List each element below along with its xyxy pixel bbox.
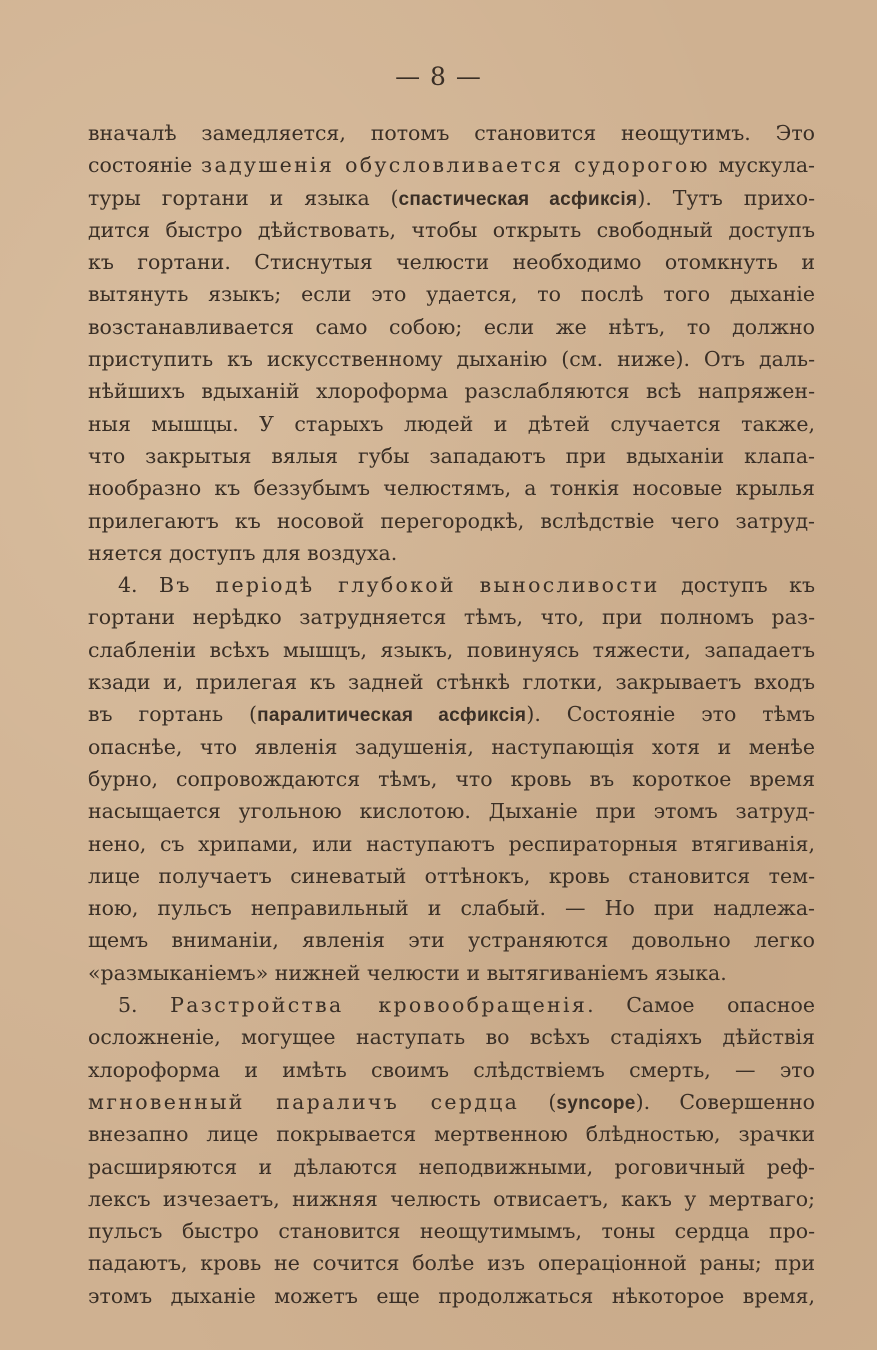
text-line <box>88 1086 815 1118</box>
text-segment: мускула- <box>709 153 815 178</box>
text-line <box>88 182 815 214</box>
text-line: нѣйшихъ вдыханiй хлороформа разслабляются всѣ напряжен- <box>88 379 815 404</box>
text-segment: . Самое опасное <box>587 993 815 1018</box>
text-line: нено, съ хрипами, или наступаютъ респираторныя втягиванiя, <box>88 831 815 856</box>
text-line <box>88 989 815 1021</box>
text-segment: состоянiе <box>88 153 201 178</box>
text-line <box>88 149 815 181</box>
text-line: гортани нерѣдко затрудняется тѣмъ, что, при полномъ раз- <box>88 605 815 630</box>
text-line: слабленiи всѣхъ мышцъ, языкъ, повинуясь тяжести, западаетъ <box>88 637 815 662</box>
text-line: внезапно лице покрывается мертвенною блѣдностью, зрачки <box>88 1122 815 1147</box>
text-line: прилегаютъ къ носовой перегородкѣ, вслѣдствiе чего затруд- <box>88 508 815 533</box>
text-segment: ( <box>519 1089 557 1114</box>
text-line <box>88 569 815 601</box>
text-line: нообразно къ беззубымъ челюстямъ, а тонкiя носовые крылья <box>88 476 815 501</box>
text-segment: туры гортани и языка ( <box>88 185 399 210</box>
text-line: бурно, сопровождаются тѣмъ, что кровь въ короткое время <box>88 766 815 791</box>
emphasized-term: паралитическая асфиксiя <box>257 705 527 727</box>
text-segment: ). Совершенно <box>635 1089 815 1114</box>
text-line: вытянуть языкъ; если это удается, то послѣ того дыханiе <box>88 282 815 307</box>
text-line: насыщается угольною кислотою. Дыханiе при этомъ затруд- <box>88 799 815 824</box>
text-line: ною, пульсъ неправильный и слабый. — Но при надлежа- <box>88 896 815 921</box>
text-line: «размыканiемъ» нижней челюсти и вытягиванiемъ языка. <box>88 960 727 985</box>
text-line: что закрытыя вялыя губы западаютъ при вдыханiи клапа- <box>88 443 815 468</box>
text-line: хлороформа и имѣть своимъ слѣдствiемъ смерть, — это <box>88 1057 815 1082</box>
text-line: къ гортани. Стиснутыя челюсти необходимо отомкнуть и <box>88 250 815 275</box>
body-text <box>88 117 815 1312</box>
text-segment: 4. <box>118 573 160 598</box>
text-line: кзади и, прилегая къ задней стѣнкѣ глотки, закрываетъ входъ <box>88 670 815 695</box>
text-line: осложненiе, могущее наступать во всѣхъ стадiяхъ дѣйствiя <box>88 1025 815 1050</box>
text-line: расширяются и дѣлаются неподвижными, роговичный реф- <box>88 1154 815 1179</box>
text-line: дится быстро дѣйствовать, чтобы открыть свободный доступъ <box>88 217 815 242</box>
text-line: лице получаетъ синеватый оттѣнокъ, кровь становится тем- <box>88 863 815 888</box>
text-segment: доступъ къ <box>659 573 815 598</box>
text-line: вначалѣ замедляется, потомъ становится неощутимъ. Это <box>88 121 815 145</box>
spaced-phrase: задушенiя обусловливается судорогою <box>201 153 710 178</box>
text-line: няется доступъ для воздуха. <box>88 540 398 565</box>
text-line: падаютъ, кровь не сочится болѣе изъ операцiонной раны; при <box>88 1251 815 1276</box>
text-line <box>88 698 815 730</box>
text-line: этомъ дыханiе можетъ еще продолжаться нѣкоторое время, <box>88 1283 815 1308</box>
text-line: ныя мышцы. У старыхъ людей и дѣтей случается также, <box>88 411 815 436</box>
text-line: пульсъ быстро становится неощутимымъ, тоны сердца про- <box>88 1219 815 1244</box>
emphasized-term: спастическая асфиксiя <box>398 188 638 210</box>
emphasized-term: syncope <box>556 1092 636 1114</box>
text-line: щемъ вниманiи, явленiя эти устраняются довольно легко <box>88 928 815 953</box>
page-number: — 8 — <box>395 62 482 91</box>
text-segment: 5. <box>118 993 171 1018</box>
spaced-phrase: мгновенный параличъ сердца <box>88 1089 520 1114</box>
text-line: приступить къ искусственному дыханiю (см. ниже). Отъ даль- <box>88 347 815 372</box>
spaced-phrase: Разстройства кровообращенiя <box>170 993 588 1018</box>
text-segment: въ гортань ( <box>88 702 258 727</box>
text-line: возстанавливается само собою; если же нѣтъ, то должно <box>88 314 815 339</box>
text-segment: ). Состоянiе это тѣмъ <box>526 702 815 727</box>
text-line: лексъ изчезаетъ, нижняя челюсть отвисаетъ, какъ у мертваго; <box>88 1186 815 1211</box>
text-line: опаснѣе, что явленiя задушенiя, наступающiя хотя и менѣе <box>88 734 815 759</box>
text-segment: ). Тутъ прихо- <box>637 185 815 210</box>
spaced-phrase: Въ перiодѣ глубокой выносливости <box>159 573 660 598</box>
